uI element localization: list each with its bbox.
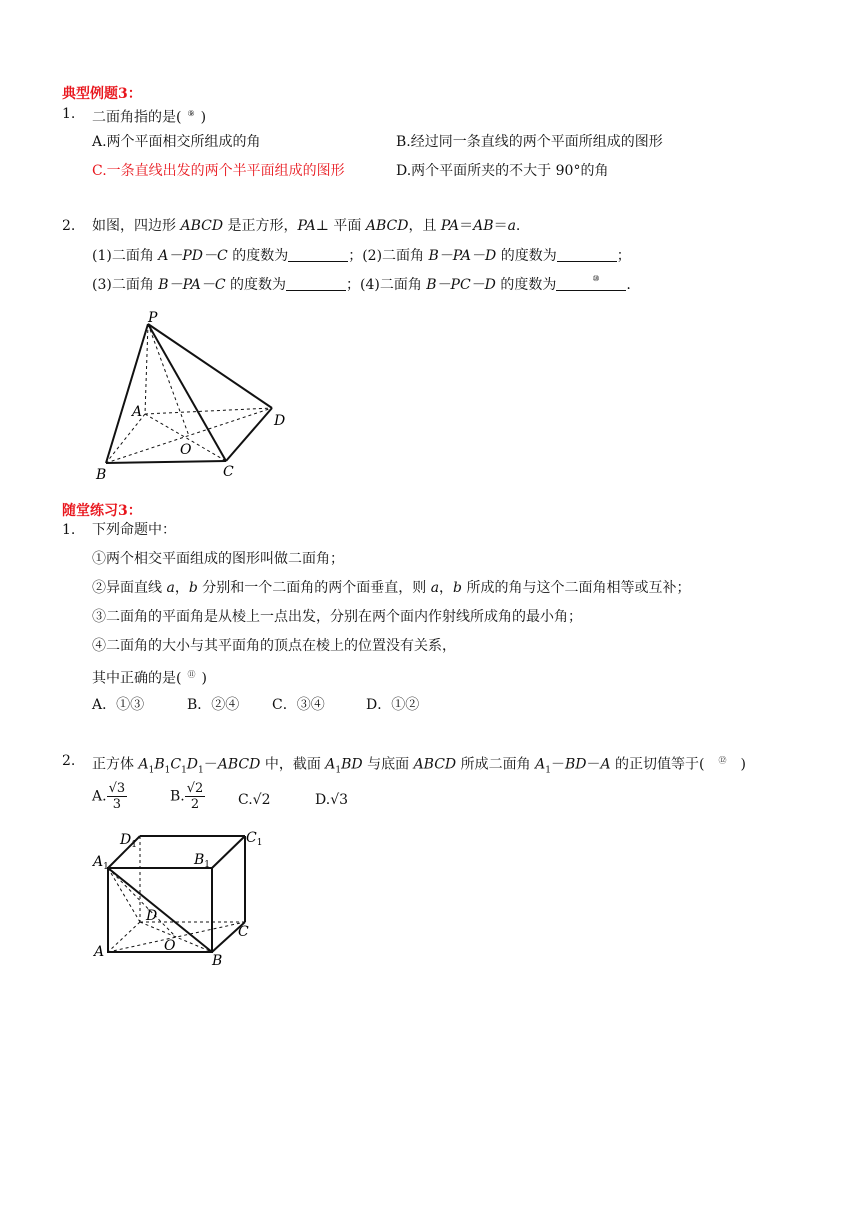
example-q2-parts-3-4: (3)二面角 B－PA－C 的度数为 ；(4)二面角 B－PC－D 的度数为 ⑩ . — [92, 276, 631, 294]
practice-q1-stem: 下列命题中： — [92, 522, 176, 538]
label-d: D — [146, 908, 158, 924]
answer-marker: ⑫ — [718, 756, 727, 765]
label-b: B — [212, 953, 223, 969]
answer-marker: ⑪ — [187, 670, 196, 679]
answer-blank[interactable] — [286, 276, 346, 291]
practice-q1-ask: 其中正确的是( ⑪ ) — [92, 670, 207, 687]
label-p: P — [148, 310, 158, 326]
example-q1-option-d: D.两个平面所夹的不大于 90°的角 — [396, 163, 609, 179]
example-q1-option-c: C.一条直线出发的两个半平面组成的图形 — [92, 163, 345, 179]
example-q2-number: 2. — [62, 218, 76, 234]
practice-q1-statement-3: ③二面角的平面角是从棱上一点出发，分别在两个面内作射线所成角的最小角； — [92, 609, 582, 625]
label-b: B — [96, 467, 107, 480]
label-o: O — [180, 442, 192, 458]
practice-q1-option-c: C．③④ — [272, 697, 325, 713]
answer-marker: ⑩ — [592, 274, 600, 283]
practice-q1-number: 1. — [62, 522, 76, 538]
practice-q1-statement-1: ①两个相交平面组成的图形叫做二面角； — [92, 551, 344, 567]
example-q1-option-b: B.经过同一条直线的两个平面所组成的图形 — [396, 134, 663, 150]
practice-q2-number: 2. — [62, 753, 76, 769]
label-c1: $C_1$ — [246, 830, 263, 848]
practice-heading: 随堂练习3： — [62, 503, 142, 519]
label-o: O — [164, 938, 176, 954]
practice-q1-option-d: D．①② — [366, 697, 420, 713]
label-d1: $D_1$ — [120, 832, 137, 850]
label-c: C — [238, 924, 249, 940]
label-a: A — [132, 404, 143, 420]
example-q2-stem: 如图，四边形 ABCD 是正方形，PA⊥ 平面 ABCD，且 PA＝AB＝a. — [92, 218, 521, 234]
label-a1: $A_1$ — [93, 854, 109, 872]
practice-q1-option-a: A．①③ — [92, 697, 145, 713]
practice-q2-stem: 正方体 $A_1B_1C_1D_1-ABCD$ 中，截面 $A_1BD$ 与底面 ABCD 所成二面角 $A_1-BD-A$ 的正切值等于( ⑫ ) — [92, 756, 746, 776]
example-heading: 典型例题3： — [62, 86, 142, 102]
example-q1-option-a: A.两个平面相交所组成的角 — [92, 134, 261, 150]
practice-q2-option-c: C.√2 — [238, 792, 271, 808]
label-c: C — [223, 464, 234, 480]
practice-q2-option-b: B. $\frac{√2}{2}$ — [170, 781, 204, 812]
practice-q1-statement-4: ④二面角的大小与其平面角的顶点在棱上的位置没有关系， — [92, 638, 456, 654]
example-q2-parts-1-2: (1)二面角 A－PD－C 的度数为 ；(2)二面角 B－PA－D 的度数为 ； — [92, 248, 631, 264]
pyramid-figure — [90, 308, 300, 480]
label-b1: $B_1$ — [194, 852, 211, 870]
practice-q2-option-a: A. $\frac{√3}{3}$ — [92, 781, 126, 812]
answer-blank[interactable] — [288, 247, 348, 262]
example-q1-stem: 二面角指的是( ⑨ ) — [92, 109, 207, 126]
answer-blank[interactable] — [557, 247, 617, 262]
example-q1-number: 1. — [62, 106, 76, 122]
practice-q1-option-b: B．②④ — [187, 697, 240, 713]
label-a: A — [94, 944, 105, 960]
label-d: D — [274, 413, 286, 429]
cube-figure — [90, 824, 270, 970]
practice-q2-option-d: D.√3 — [315, 792, 349, 808]
answer-blank[interactable] — [556, 276, 626, 291]
answer-marker: ⑨ — [187, 109, 195, 118]
practice-q1-statement-2: ②异面直线 a，b 分别和一个二面角的两个面垂直，则 a，b 所成的角与这个二面角相等或互补； — [92, 580, 691, 596]
